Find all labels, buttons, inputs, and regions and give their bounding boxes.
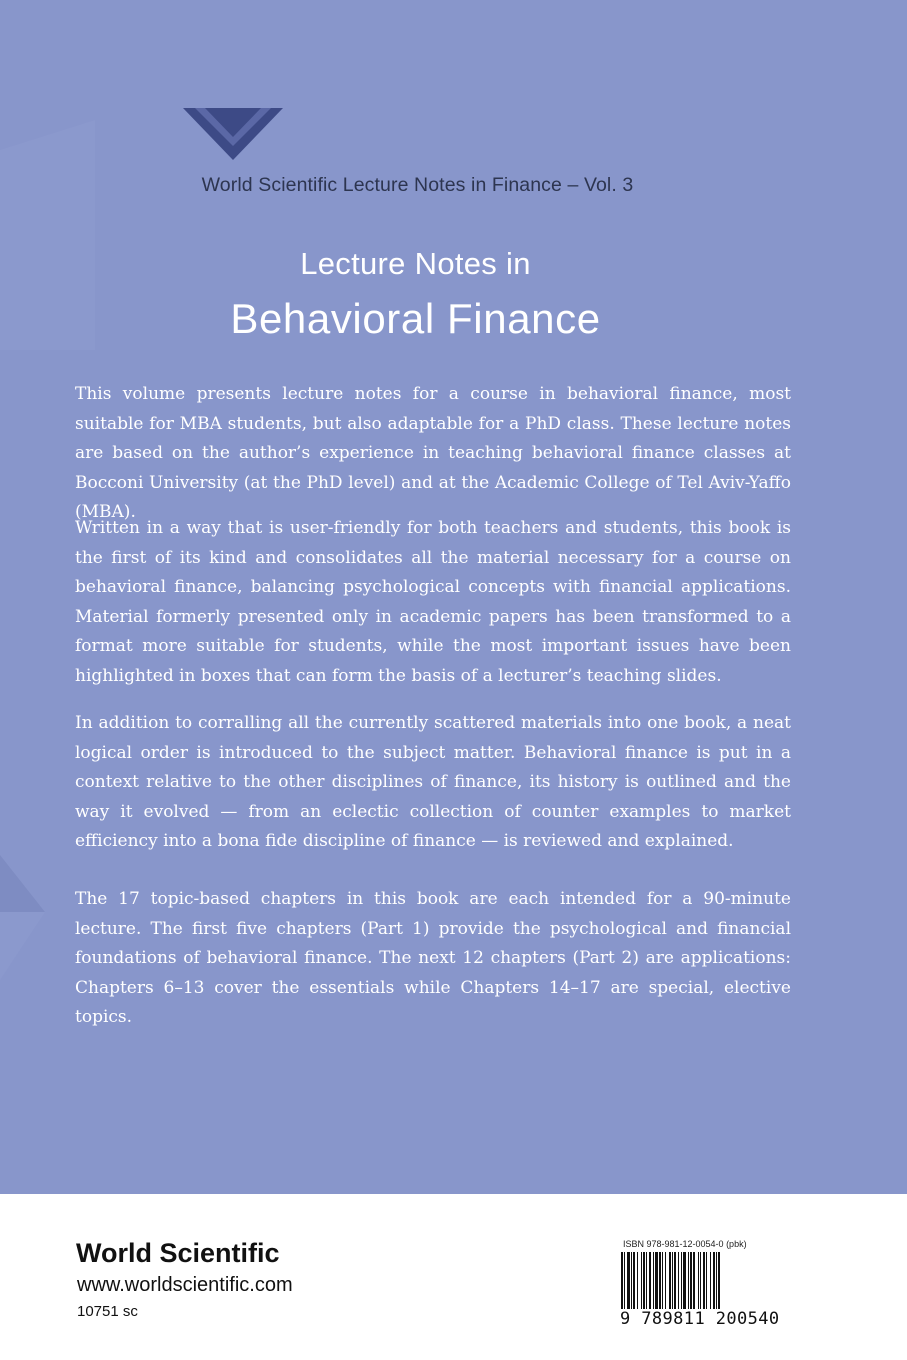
blurb-paragraph-4	[75, 885, 791, 1033]
barcode-bar	[641, 1252, 642, 1314]
barcode-bar	[637, 1252, 638, 1314]
publisher-name: World Scientific	[76, 1238, 280, 1268]
publisher-code: 10751 sc	[77, 1303, 138, 1320]
barcode-bar	[678, 1252, 679, 1314]
book-title-line-1: Lecture Notes in	[300, 246, 531, 281]
barcode-bar	[706, 1252, 707, 1314]
barcode-bar	[672, 1252, 673, 1314]
barcode-bar	[688, 1252, 689, 1314]
barcode-bar	[631, 1252, 632, 1314]
barcode-bar	[621, 1252, 623, 1314]
barcode-bar	[674, 1252, 676, 1314]
barcode-icon	[620, 1252, 780, 1314]
barcode-bar	[624, 1252, 625, 1314]
blurb-paragraph-3	[75, 709, 791, 857]
publisher-footer	[0, 1194, 907, 1360]
barcode-bar	[683, 1252, 686, 1314]
paragraph-text: The 17 topic-based chapters in this book are each intended for a 90-minute lecture. The first five chapters (Part 1) provide the psychological and financial foundations of behavioral finance. The next 12 chapters (Part 2) are applications: Chapters 6–13 cover the essentials while Chapters 14–17 are special, elective topics.	[75, 889, 791, 1027]
barcode-bar	[690, 1252, 692, 1314]
barcode-bar	[703, 1252, 705, 1314]
chevron-down-logo-icon	[183, 108, 283, 160]
barcode-bar	[643, 1252, 645, 1314]
barcode-bar	[627, 1252, 630, 1314]
barcode-bar	[681, 1252, 682, 1314]
barcode-bar	[665, 1252, 666, 1314]
book-title-line-2: Behavioral Finance	[230, 295, 601, 342]
barcode-bar	[653, 1252, 654, 1314]
isbn-label: ISBN 978-981-12-0054-0 (pbk)	[623, 1239, 747, 1249]
barcode-bar	[713, 1252, 715, 1314]
barcode-bar	[659, 1252, 661, 1314]
barcode-bar	[662, 1252, 663, 1314]
barcode-bar	[669, 1252, 671, 1314]
barcode-digits: 9 789811 200540	[618, 1309, 786, 1329]
publisher-url: www.worldscientific.com	[77, 1274, 293, 1296]
barcode-bar	[716, 1252, 717, 1314]
barcode-bar	[710, 1252, 711, 1314]
barcode-bar	[693, 1252, 695, 1314]
barcode-bar	[700, 1252, 701, 1314]
paragraph-text: Written in a way that is user-friendly for both teachers and students, this book is the first of its kind and consolidates all the material necessary for a course on behavioral finance, balancing psychological concepts with financial applications. Material formerly presented only in academic papers has been transformed to a format more suitable for students, while the most important issues have been highlighted in boxes that can form the basis of a lecturer’s teaching slides.	[75, 518, 791, 686]
series-title: World Scientific Lecture Notes in Finance – Vol. 3	[201, 174, 634, 196]
paragraph-text: This volume presents lecture notes for a course in behavioral finance, most suitable for MBA students, but also adaptable for a PhD class. These lecture notes are based on the author’s experience in teaching behavioral finance classes at Bocconi University (at the PhD level) and at the Academic College of Tel Aviv-Yaffo (MBA).	[75, 384, 791, 522]
paragraph-text: In addition to corralling all the currently scattered materials into one book, a neat logical order is introduced to the subject matter. Behavioral finance is put in a context relative to the other disciplines of finance, its history is outlined and the way it evolved — from an eclectic collection of counter examples to market efficiency into a bona fide discipline of finance — is reviewed and explained.	[75, 713, 791, 851]
blurb-paragraph-2	[75, 514, 791, 691]
barcode-bar	[718, 1252, 720, 1314]
barcode-bar	[633, 1252, 635, 1314]
blurb-paragraph-1	[75, 380, 791, 528]
barcode-bar	[646, 1252, 647, 1314]
barcode-bar	[655, 1252, 658, 1314]
barcode-bar	[649, 1252, 651, 1314]
barcode-bar	[698, 1252, 699, 1314]
